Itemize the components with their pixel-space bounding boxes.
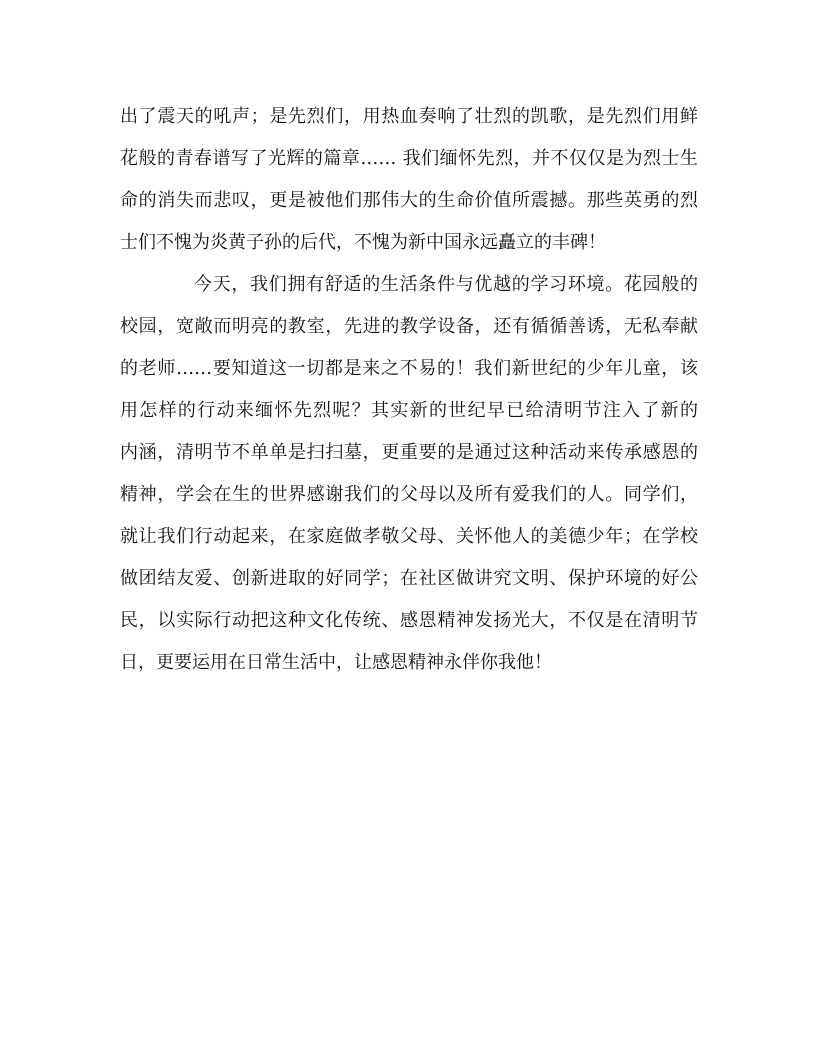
paragraph-line: 民，以实际行动把这种文化传统、感恩精神发扬光大，不仅是在清明节 [120,610,698,631]
paragraph-2 [120,264,698,684]
paragraph-line: 日，更要运用在日常生活中，让感恩精神永伴你我他！ [120,652,552,673]
paragraph-line: 的老师……要知道这一切都是来之不易的！我们新世纪的少年儿童，该 [120,358,698,379]
paragraph-line: 校园，宽敞而明亮的教室，先进的教学设备，还有循循善诱，无私奉献 [120,316,698,337]
paragraph-line: 内涵，清明节不单单是扫扫墓，更重要的是通过这种活动来传承感恩的 [120,442,698,463]
paragraph-line: 士们不愧为炎黄子孙的后代，不愧为新中国永远矗立的丰碑！ [120,232,606,253]
paragraph-line: 做团结友爱、创新进取的好同学；在社区做讲究文明、保护环境的好公 [120,568,698,589]
document-body [120,96,698,684]
paragraph-line: 出了震天的吼声；是先烈们，用热血奏响了壮烈的凯歌，是先烈们用鲜 [120,106,698,127]
paragraph-line: 花般的青春谱写了光辉的篇章…… 我们缅怀先烈，并不仅仅是为烈士生 [120,148,698,169]
paragraph-line: 就让我们行动起来，在家庭做孝敬父母、关怀他人的美德少年；在学校 [120,526,698,547]
paragraph-line: 用怎样的行动来缅怀先烈呢？其实新的世纪早已给清明节注入了新的 [120,400,698,421]
paragraph-line: 精神，学会在生的世界感谢我们的父母以及所有爱我们的人。同学们， [120,484,698,505]
paragraph-line: 命的消失而悲叹，更是被他们那伟大的生命价值所震撼。那些英勇的烈 [120,190,698,211]
paragraph-line: 今天，我们拥有舒适的生活条件与优越的学习环境。花园般的 [194,274,698,295]
paragraph-1 [120,96,698,264]
